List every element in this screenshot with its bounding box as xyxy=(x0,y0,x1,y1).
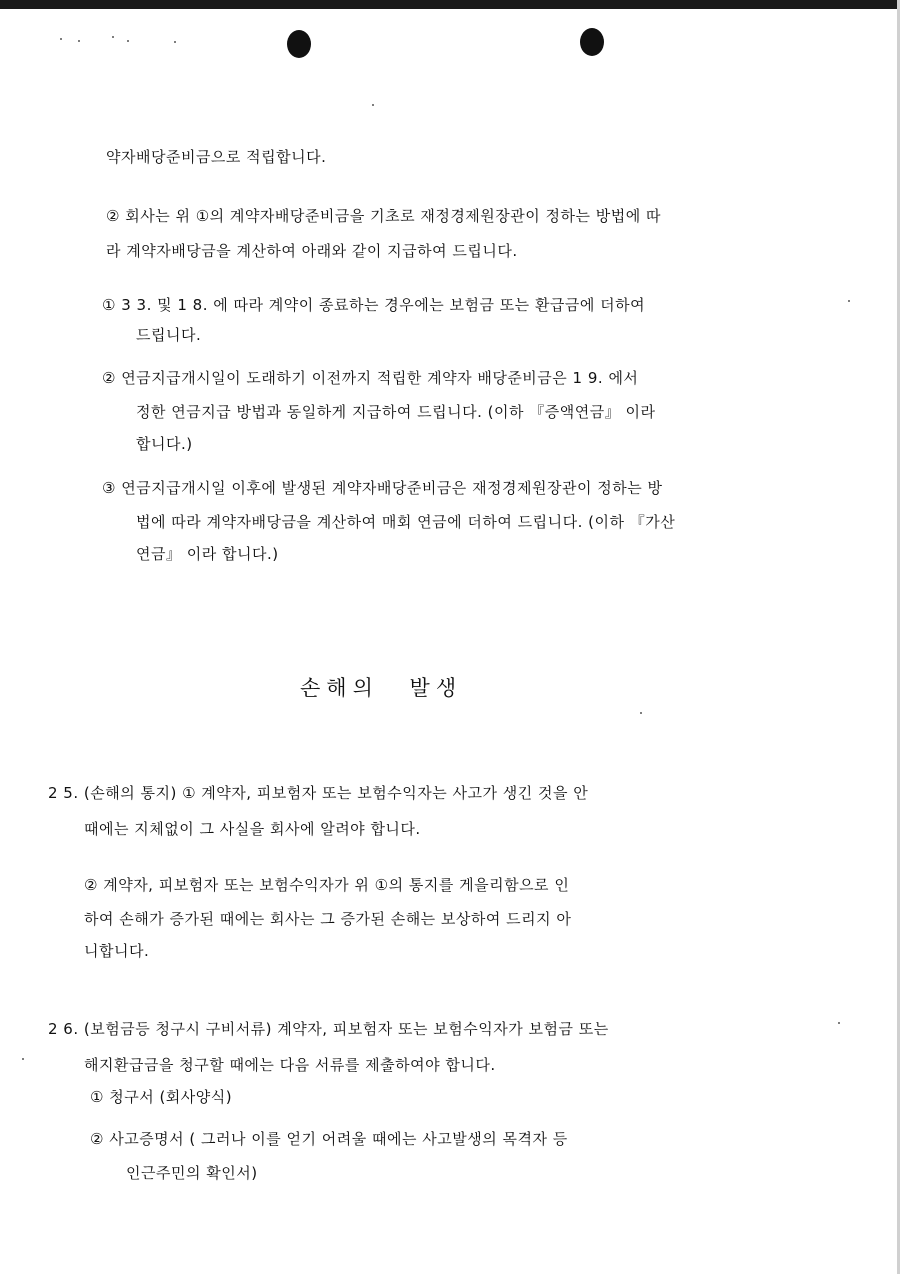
article-line: 하여 손해가 증가된 때에는 회사는 그 증가된 손해는 보상하여 드리지 아 xyxy=(84,910,572,928)
scan-speck xyxy=(60,38,62,40)
list-item-line: ③ 연금지급개시일 이후에 발생된 계약자배당준비금은 재정경제원장관이 정하는 방 xyxy=(102,479,663,497)
list-item-line: ① 청구서 (회사양식) xyxy=(90,1088,233,1106)
list-item-line: 연금』 이라 합니다.) xyxy=(136,545,279,563)
list-item-line: ② 연금지급개시일이 도래하기 이전까지 적립한 계약자 배당준비금은 1 9. 에서 xyxy=(102,369,639,387)
list-item-line: 합니다.) xyxy=(136,435,193,453)
scan-top-border xyxy=(0,0,900,9)
scan-speck xyxy=(838,1022,840,1024)
scan-speck xyxy=(640,712,642,714)
list-item-line: ① 3 3. 및 1 8. 에 따라 계약이 종료하는 경우에는 보험금 또는 환급금에 더하여 xyxy=(102,296,646,314)
scan-speck xyxy=(372,104,374,106)
section-heading: 손해의 발생 xyxy=(300,676,463,700)
scan-speck xyxy=(127,40,129,42)
scan-speck xyxy=(22,1058,24,1060)
punch-hole-right xyxy=(580,28,604,56)
paragraph-line: 라 계약자배당금을 계산하여 아래와 같이 지급하여 드립니다. xyxy=(106,242,518,260)
list-item-line: 법에 따라 계약자배당금을 계산하여 매회 연금에 더하여 드립니다. (이하 『가산 xyxy=(136,513,676,531)
scan-speck xyxy=(78,40,80,42)
punch-hole-left xyxy=(287,30,311,58)
list-item-line: ② 사고증명서 ( 그러나 이를 얻기 어려울 때에는 사고발생의 목격자 등 xyxy=(90,1130,568,1148)
paragraph-line: ② 회사는 위 ①의 계약자배당준비금을 기초로 재정경제원장관이 정하는 방법에 따 xyxy=(106,207,661,225)
article-line: 때에는 지체없이 그 사실을 회사에 알려야 합니다. xyxy=(84,820,421,838)
list-item-line: 인근주민의 확인서) xyxy=(126,1164,258,1182)
list-item-line: 정한 연금지급 방법과 동일하게 지급하여 드립니다. (이하 『증액연금』 이라 xyxy=(136,403,656,421)
article-line: ② 계약자, 피보험자 또는 보험수익자가 위 ①의 통지를 게을리함으로 인 xyxy=(84,876,570,894)
article-line: 해지환급금을 청구할 때에는 다음 서류를 제출하여야 합니다. xyxy=(84,1056,496,1074)
article-line: 2 6. (보험금등 청구시 구비서류) 계약자, 피보험자 또는 보험수익자가 보험금 또는 xyxy=(48,1020,609,1038)
article-line: 니합니다. xyxy=(84,942,150,960)
list-item-line: 드립니다. xyxy=(136,326,202,344)
scan-speck xyxy=(112,36,114,38)
article-line: 2 5. (손해의 통지) ① 계약자, 피보험자 또는 보험수익자는 사고가 생긴 것을 안 xyxy=(48,784,589,802)
scan-speck xyxy=(848,300,850,302)
paragraph-line: 약자배당준비금으로 적립합니다. xyxy=(106,148,327,166)
scan-speck xyxy=(174,41,176,43)
